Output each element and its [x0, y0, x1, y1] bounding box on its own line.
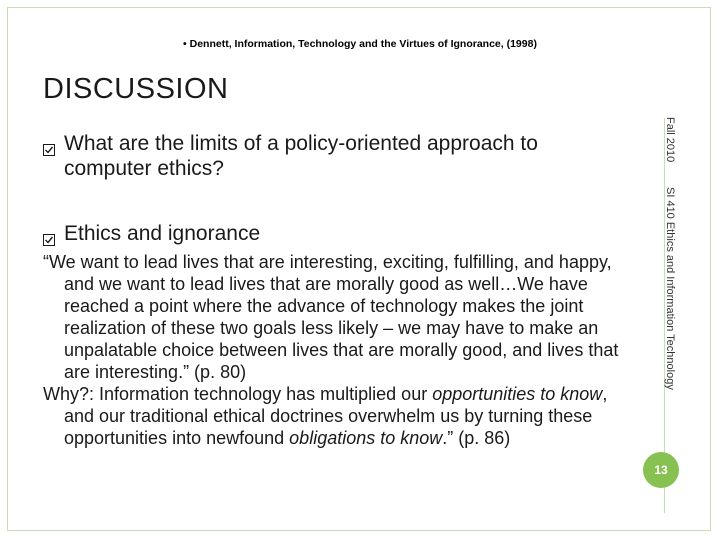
- why-text-a: Why?: Information technology has multiplied our: [43, 384, 433, 404]
- checkbox-bullet-icon: [43, 137, 55, 149]
- why-text-c: .” (p. 86): [442, 428, 511, 448]
- sidebar-course: SI 410 Ethics and Information Technology: [664, 187, 676, 390]
- slide-number-badge: 13: [643, 452, 679, 488]
- why-text-b: , and our traditional ethical doctrines overwhelm us by turning these opportunities into newfound: [64, 384, 608, 448]
- quote-paragraph: “We want to lead lives that are interesting, exciting, fulfilling, and happy, and we want to lead lives that are morally good as well…We have reached a point where the advance of technology makes the joint realization of these two goals less likely – we may have to make an unpalatable choice between lives that are morally good, and lives that are interesting.” (p. 80): [43, 252, 619, 382]
- bullet-item: [43, 221, 603, 246]
- sidebar-term: Fall 2010: [664, 117, 676, 163]
- bullet-item: [43, 131, 603, 181]
- slide-title: DISCUSSION: [43, 73, 229, 105]
- citation-note: • Dennett, Information, Technology and the Virtues of Ignorance, (1998): [183, 38, 537, 50]
- bullet-text: What are the limits of a policy-oriented approach to computer ethics?: [64, 132, 538, 180]
- bullet-text: Ethics and ignorance: [64, 222, 261, 245]
- why-paragraph: [43, 383, 623, 449]
- emphasis-obligations: obligations to know: [289, 428, 443, 448]
- quote-block: [43, 251, 623, 449]
- emphasis-opportunities: opportunities to know: [432, 384, 603, 404]
- checkbox-bullet-icon: [43, 227, 55, 239]
